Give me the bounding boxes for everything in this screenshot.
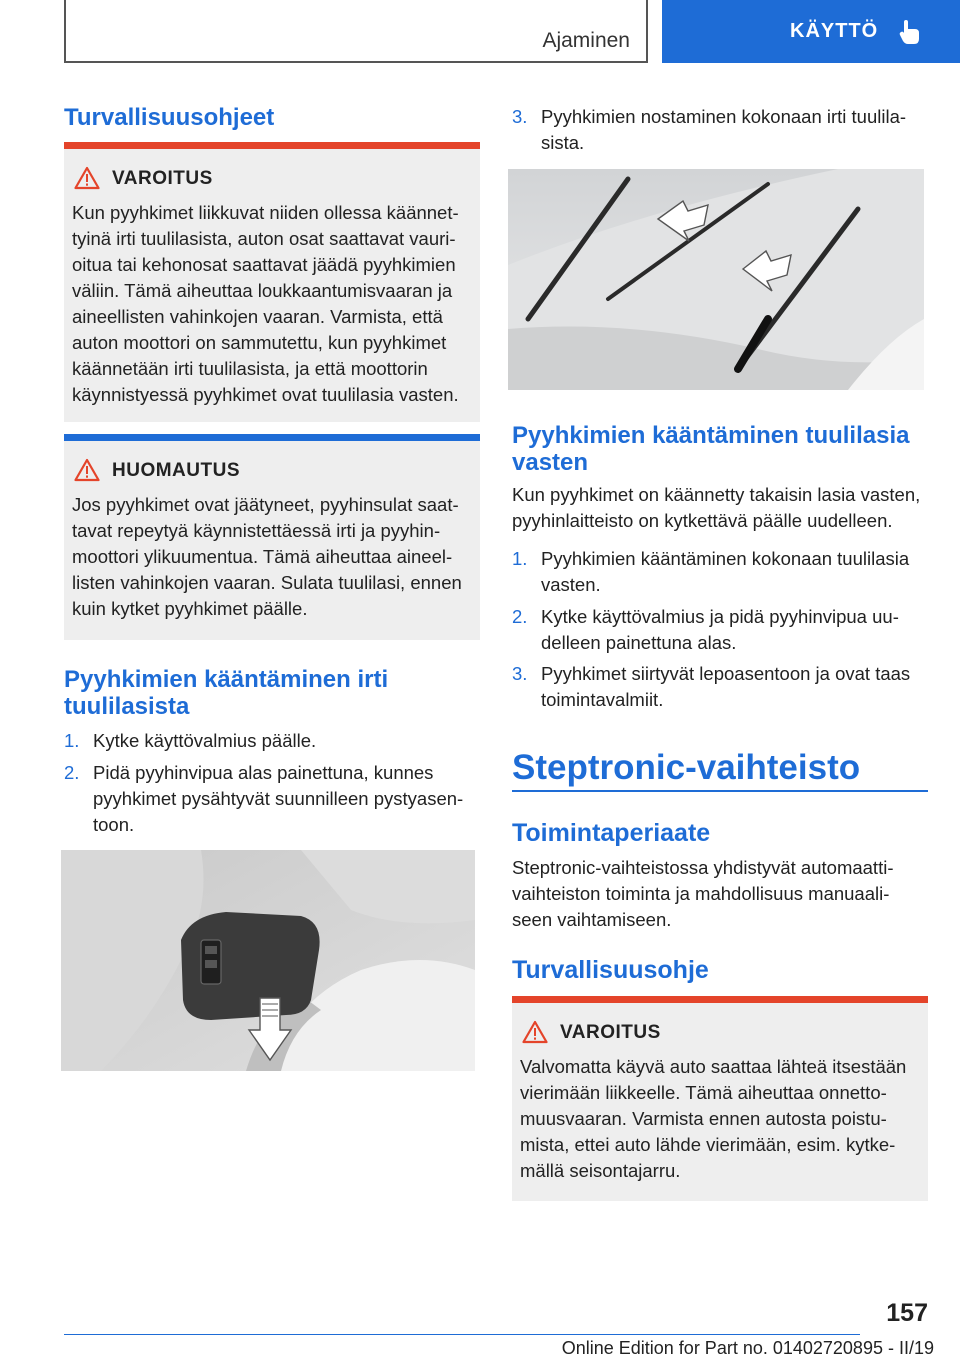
notice-line: tavat repeytyä käynnistettäessä irti ja pyyhin‐ (72, 520, 441, 541)
title-rule (512, 790, 928, 792)
notice-bar (64, 434, 480, 441)
step-number: 1. (512, 548, 528, 569)
step-line: Pyyhkimien nostaminen kokonaan irti tuulila‐ (541, 106, 907, 127)
step-text (541, 546, 928, 598)
fold-back-heading (512, 422, 928, 476)
header-chapter-tab[interactable] (662, 0, 960, 63)
para-line: vaihteiston toiminta ja mahdollisuus manuaali- (512, 883, 890, 904)
list-item (512, 546, 928, 600)
warning-line: väliin. Tämä aiheuttaa loukkaantumisvaaran ja (72, 280, 453, 301)
wiper-lever-illustration (61, 850, 475, 1071)
step-text (541, 661, 928, 713)
notice-line: moottori ylikuumentua. Tämä aiheuttaa aineel‐ (72, 546, 453, 567)
fold-back-paragraph (512, 482, 932, 534)
heading-line: Pyyhkimien kääntäminen irti (64, 666, 389, 693)
list-item (512, 604, 928, 658)
heading-line: tuulilasista (64, 693, 190, 720)
notice-line: kuin kytket pyyhkimet päälle. (72, 598, 308, 619)
warning-line: tyinä irti tuulilasista, auton osat saattavat vauri‐ (72, 228, 456, 249)
footer-rule (64, 1334, 860, 1335)
safety-heading: Turvallisuusohjeet (64, 104, 275, 131)
safety-note-heading: Turvallisuusohje (512, 956, 709, 984)
list-item (64, 728, 480, 754)
step-number: 3. (512, 663, 528, 684)
step-text (93, 760, 480, 838)
list-item (512, 661, 928, 715)
step-text (541, 604, 928, 656)
notice-box (64, 434, 480, 640)
windscreen-wiper-illustration (508, 169, 924, 390)
warning-line: auton moottori on sammutettu, kun pyyhkimet (72, 332, 447, 353)
fold-away-heading (64, 666, 480, 720)
para-line: pyyhinlaitteisto on kytkettävä päälle uudelleen. (512, 510, 893, 531)
step-line: Kytke käyttövalmius ja pidä pyyhinvipua uu‐ (541, 606, 899, 627)
header-section-label: Ajaminen (542, 29, 630, 52)
notice-title: HUOMAUTUS (112, 460, 240, 481)
notice-line: listen vahinkojen vaaran. Sulata tuulilasi, ennen (72, 572, 462, 593)
warning-box-2 (512, 996, 928, 1201)
list-item (64, 760, 480, 840)
step-line: vasten. (541, 574, 601, 595)
warning-body (72, 200, 474, 408)
step-number: 2. (512, 606, 528, 627)
step-line: Pidä pyyhinvipua alas painettuna, kunnes (93, 762, 434, 783)
warning-title: VAROITUS (112, 168, 213, 189)
para-line: Kun pyyhkimet on käännetty takaisin lasia vasten, (512, 484, 921, 505)
principle-paragraph (512, 855, 932, 933)
page-number: 157 (886, 1299, 928, 1327)
warning-line: mista, ettei auto lähde vierimään, esim. kytke‐ (520, 1134, 896, 1155)
warning-line: käynnistyessä pyyhkimet ovat tuulilasia vasten. (72, 384, 459, 405)
step-number: 1. (64, 730, 80, 751)
heading-line: vasten (512, 449, 589, 476)
step-text (541, 104, 928, 156)
warning-triangle-icon (74, 166, 100, 190)
warning-line: vierimään liikkeelle. Tämä aiheuttaa onnetto‐ (520, 1082, 887, 1103)
warning-title: VAROITUS (560, 1022, 661, 1043)
step-line: Pyyhkimet siirtyvät lepoasentoon ja ovat taas (541, 663, 911, 684)
warning-line: Kun pyyhkimet liikkuvat niiden ollessa käännet‐ (72, 202, 459, 223)
step-line: toon. (93, 814, 135, 835)
notice-line: Jos pyyhkimet ovat jäätyneet, pyyhinsulat saat‐ (72, 494, 459, 515)
step-text (93, 728, 480, 754)
notice-body (72, 492, 474, 622)
warning-bar (64, 142, 480, 149)
steptronic-title: Steptronic-vaihteisto (512, 748, 861, 787)
warning-line: oitua tai kehonosat saattavat jäädä pyyhkimien (72, 254, 456, 275)
step-line: Pyyhkimien kääntäminen kokonaan tuulilasia (541, 548, 910, 569)
step-line: sista. (541, 132, 585, 153)
list-item (512, 104, 928, 158)
step-number: 3. (512, 106, 528, 127)
warning-bar (512, 996, 928, 1003)
chapter-label: KÄYTTÖ (790, 20, 879, 42)
header-section-box (64, 0, 648, 63)
pointing-hand-icon (896, 18, 924, 46)
warning-line: aineellisten vahinkojen vaaran. Varmista, että (72, 306, 443, 327)
warning-line: muusvaaran. Varmista ennen autosta poistu‐ (520, 1108, 887, 1129)
warning-line: mällä seisontajarru. (520, 1160, 681, 1181)
step-line: toimintavalmiit. (541, 689, 664, 710)
para-line: seen vaihtamiseen. (512, 909, 672, 930)
warning-triangle-icon (522, 1020, 548, 1044)
warning-box-1 (64, 142, 480, 422)
step-line: pyyhkimet pysähtyvät suunnilleen pystyasen‐ (93, 788, 464, 809)
warning-body (520, 1054, 922, 1184)
principle-heading: Toimintaperiaate (512, 819, 711, 847)
step-number: 2. (64, 762, 80, 783)
warning-line: Valvomatta käyvä auto saattaa lähteä itsestään (520, 1056, 907, 1077)
step-line: delleen painettuna alas. (541, 632, 737, 653)
step-line: Kytke käyttövalmius päälle. (93, 730, 317, 751)
heading-line: Pyyhkimien kääntäminen tuulilasia (512, 422, 910, 449)
edition-text: Online Edition for Part no. 01402720895 - II/19 (561, 1338, 934, 1358)
warning-line: käännetään irti tuulilasista, ja että moottorin (72, 358, 428, 379)
para-line: Steptronic-vaihteistossa yhdistyvät automaatti- (512, 857, 894, 878)
warning-triangle-icon (74, 458, 100, 482)
